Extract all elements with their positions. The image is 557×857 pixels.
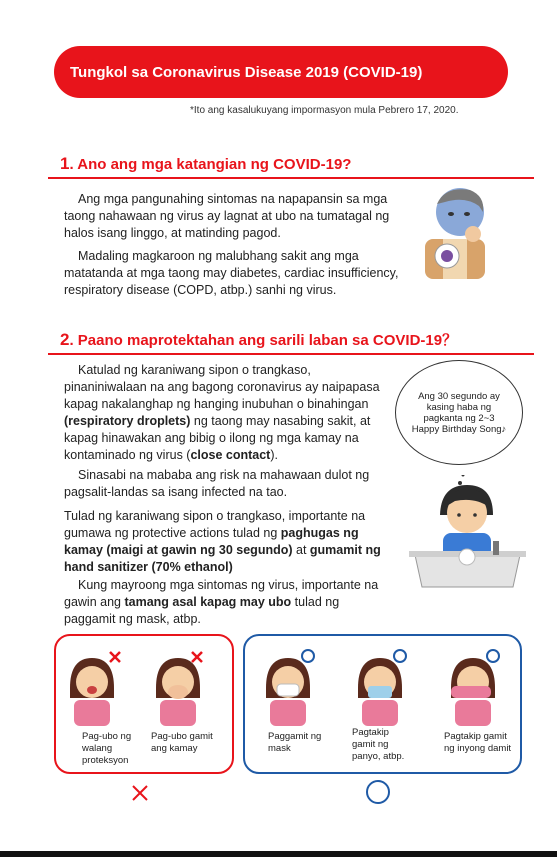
- mask-icon: [258, 648, 318, 728]
- date-note: *Ito ang kasalukuyang impormasyon mula Pebrero 17, 2020.: [190, 105, 459, 116]
- p3-bold-contact: close contact: [190, 448, 271, 462]
- section2-paragraph2: Sinasabi na mababa ang risk na mahawaan dulot ng pagsalit-landas sa isang infected na tao.: [64, 468, 370, 499]
- p6-text-a: Kung mayroong mga sintomas ng virus, importante na gawin ang: [64, 578, 379, 609]
- p6-bold-etiquette: tamang asal kapag may ubo: [124, 595, 292, 609]
- bubble-text: Ang 30 segundo ay kasing haba ng pagkanta ng 2~3 Happy Birthday Song♪: [411, 390, 507, 435]
- x-mark-icon: [131, 784, 149, 802]
- section2-paragraph3: [64, 508, 384, 576]
- section2-title: . Paano maprotektahan ang sarili laban sa COVID-19？: [69, 332, 458, 349]
- p5-text-c: at: [292, 543, 310, 557]
- handkerchief-icon: [350, 648, 410, 728]
- bottom-bar: [0, 851, 557, 857]
- coughing-unprotected-icon: [62, 648, 122, 728]
- section1-paragraph2: Madaling magkaroon ng malubhang sakit ang mga matatanda at mga taong may diabetes, cardiac insufficiency, respiratory disease (COPD, atbp.) sanhi ng virus.: [64, 249, 399, 297]
- section2-heading: [48, 329, 534, 355]
- p5-text-a: Tulad ng karaniwang sipon o trangkaso, importante na gumawa ng protective actions tulad ng: [64, 509, 366, 540]
- p6-text-c: tulad ng paggamit ng mask, atbp.: [64, 595, 340, 626]
- sick-person-icon: [415, 184, 495, 279]
- section1-number: 1: [60, 154, 70, 173]
- good-caption-1: Paggamit ng mask: [268, 731, 322, 754]
- banner-title: Tungkol sa Coronavirus Disease 2019 (COVID-19): [70, 63, 423, 81]
- hand-washing-icon: [405, 475, 530, 595]
- section2-number: 2: [60, 330, 70, 349]
- bad-caption-1: Pag-ubo ng walang proteksyon: [82, 731, 132, 766]
- sleeve-cough-icon: [443, 648, 503, 728]
- p3-bold-droplets: (respiratory droplets): [64, 414, 191, 428]
- p5-bold-sanitizer: gumamit ng hand sanitizer (70% ethanol): [64, 543, 381, 574]
- circle-mark-icon: [366, 780, 390, 804]
- section1-paragraph1: Ang mga pangunahing sintomas na napapansin sa mga taong nahawaan ng virus ay lagnat at ubo na tumatagal ng halos isang linggo, at matinding pagod.: [64, 192, 390, 240]
- p3-text-e: ).: [270, 448, 278, 462]
- coughing-hand-icon: [148, 648, 208, 728]
- bad-caption-2: Pag-ubo gamit ang kamay: [151, 731, 213, 754]
- section1-heading: [48, 154, 534, 179]
- section1-title: . Ano ang mga katangian ng COVID-19?: [69, 156, 352, 173]
- p3-text-a: Katulad ng karaniwang sipon o trangkaso, pinaniniwalaan na ang bagong coronavirus ay naipapasa kapag nakalanghap ng hanging inubuhan o binahingan: [64, 363, 380, 411]
- p5-bold-handwash: paghugas ng kamay (maigi at gawin ng 30 segundo): [64, 526, 359, 557]
- section2-paragraph1: [64, 362, 384, 464]
- p3-text-c: ng taong may nasabing sakit, at kapag hinawakan ang bibig o ilong ng mga kamay na kontaminado ng virus (: [64, 414, 371, 462]
- speech-bubble: [395, 360, 523, 465]
- good-caption-3: Pagtakip gamit ng inyong damit: [444, 731, 512, 754]
- title-banner: [54, 46, 508, 98]
- section2-paragraph4: [64, 577, 384, 628]
- good-caption-2: Pagtakip gamit ng panyo, atbp.: [352, 727, 405, 762]
